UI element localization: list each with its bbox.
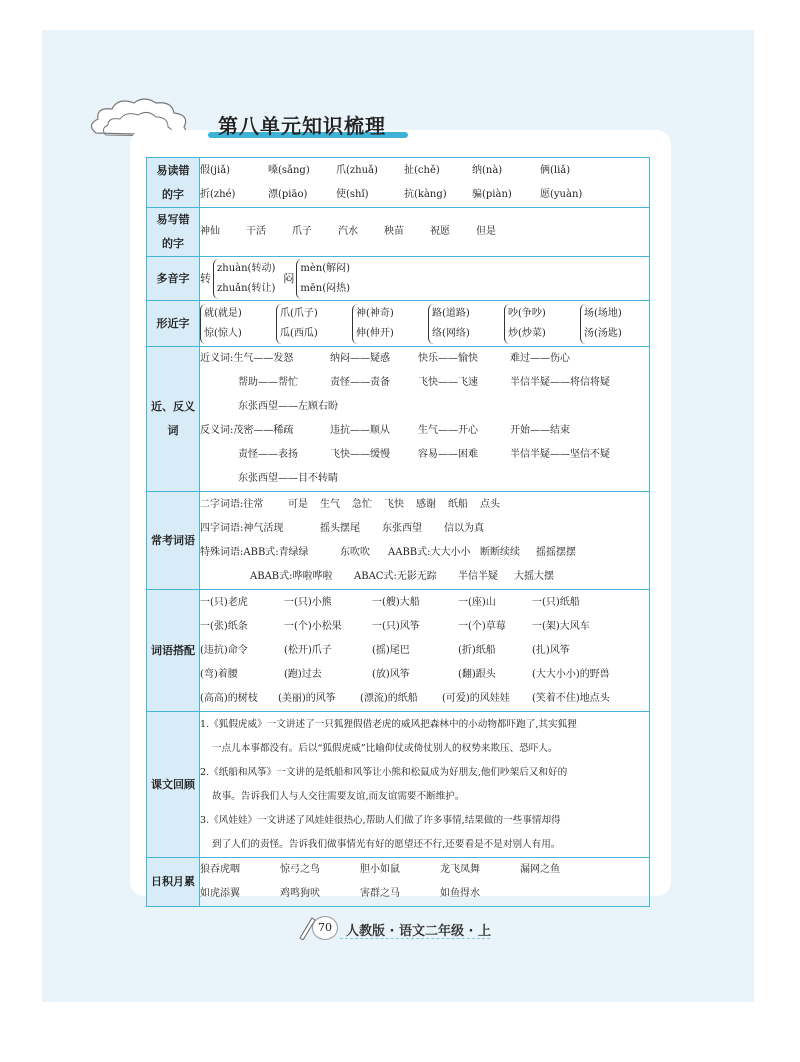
review-paragraph-line: 3.《风娃娃》一文讲述了风娃娃很热心,帮助人们做了许多事情,结果做的一些事情却得 bbox=[200, 814, 561, 826]
list-item: 折(zhé) bbox=[200, 188, 236, 200]
list-item: 纳闷——疑惑 bbox=[330, 353, 390, 364]
list-item: 害群之马 bbox=[360, 888, 400, 899]
section-label: 近、反义词 bbox=[151, 400, 195, 437]
list-row bbox=[200, 347, 649, 371]
list-item: 俩(liǎ) bbox=[540, 164, 571, 176]
list-item: 生气 bbox=[320, 498, 340, 510]
list-item: 汽水 bbox=[338, 226, 358, 237]
section-label: 易写错 bbox=[156, 213, 190, 226]
list-item: 感谢 bbox=[416, 498, 436, 510]
list-item: 半信半疑——将信将疑 bbox=[510, 377, 610, 388]
list-item: 点头 bbox=[480, 498, 500, 510]
list-row bbox=[200, 615, 649, 639]
list-item: 一(张)纸条 bbox=[200, 620, 248, 632]
section-collocations bbox=[147, 590, 650, 712]
list-item: (松开)爪子 bbox=[284, 644, 332, 656]
list-row bbox=[200, 220, 649, 244]
list-item: 如虎添翼 bbox=[200, 888, 240, 899]
list-row bbox=[200, 517, 649, 541]
list-row bbox=[200, 419, 649, 443]
list-item: 胆小如鼠 bbox=[360, 864, 400, 875]
section-label: 词语搭配 bbox=[151, 643, 195, 657]
list-item: (折)纸船 bbox=[458, 644, 496, 656]
polyphonic-group: 转 zhuàn(转动) zhuǎn(转让) bbox=[200, 259, 275, 299]
list-item: 难过——伤心 bbox=[510, 353, 570, 364]
list-row bbox=[200, 493, 649, 517]
list-item: 违抗——顺从 bbox=[330, 425, 390, 436]
list-item: 神仙 bbox=[200, 226, 220, 237]
list-item: 生气——开心 bbox=[418, 425, 478, 436]
publisher-label: 人教版 · 语文二年级 · 上 bbox=[346, 924, 491, 939]
section-similar-chars bbox=[147, 301, 650, 347]
section-easy-miswrite bbox=[147, 208, 650, 257]
list-item: 如鱼得水 bbox=[440, 888, 480, 899]
similar-pair: 就(就是) 惊(惊人) bbox=[200, 304, 268, 344]
list-item: 可是 bbox=[288, 498, 308, 510]
knowledge-table bbox=[146, 157, 650, 907]
list-item: 四字词语:神气活现 bbox=[200, 522, 284, 534]
list-item: 大摇大摆 bbox=[514, 570, 554, 582]
section-label: 多音字 bbox=[156, 271, 190, 285]
list-item: (高高)的树枝 bbox=[200, 692, 258, 704]
list-item: (可爱)的风娃娃 bbox=[442, 692, 510, 704]
list-item: 责怪——责备 bbox=[330, 377, 390, 388]
list-row bbox=[200, 663, 649, 687]
section-polyphonic bbox=[147, 257, 650, 301]
list-item: 爪子 bbox=[292, 226, 312, 237]
page-title: 第八单元知识梳理 bbox=[218, 114, 386, 138]
section-text-review bbox=[147, 712, 650, 858]
list-item: 责怪——表扬 bbox=[238, 449, 298, 460]
list-item: 摇摇摆摆 bbox=[536, 546, 576, 558]
list-row bbox=[200, 395, 649, 419]
list-item: 纸船 bbox=[448, 498, 468, 510]
page-number: 70 bbox=[312, 916, 338, 940]
list-row bbox=[200, 882, 649, 906]
list-item: (翻)跟头 bbox=[458, 668, 496, 680]
list-row bbox=[200, 858, 649, 882]
list-item: 飞快——飞速 bbox=[418, 377, 478, 388]
list-item: 漂(piāo) bbox=[268, 188, 308, 200]
list-item: 帮助——帮忙 bbox=[238, 377, 298, 388]
section-label: 的字 bbox=[162, 237, 184, 250]
list-item: (漂流)的纸船 bbox=[360, 692, 418, 704]
list-item: 一(只)纸船 bbox=[532, 596, 580, 608]
list-item: 一(只)风筝 bbox=[372, 620, 420, 632]
list-item: 一(座)山 bbox=[458, 596, 496, 608]
list-item: 半信半疑 bbox=[458, 570, 498, 582]
list-item: 一(艘)大船 bbox=[372, 596, 420, 608]
section-label: 常考词语 bbox=[151, 533, 195, 547]
list-item: 漏网之鱼 bbox=[520, 864, 560, 875]
list-item: (扎)风筝 bbox=[532, 644, 570, 656]
list-item: 东张西望——左顾右盼 bbox=[238, 401, 338, 412]
list-item: 快乐——愉快 bbox=[418, 353, 478, 364]
list-item: 使(shǐ) bbox=[336, 188, 369, 200]
list-item: 干活 bbox=[246, 226, 266, 237]
list-row bbox=[200, 183, 649, 207]
list-item: 一(个)草莓 bbox=[458, 620, 506, 632]
section-label: 形近字 bbox=[156, 316, 190, 330]
list-item: 东张西望 bbox=[382, 522, 422, 534]
list-item: 龙飞凤舞 bbox=[440, 864, 480, 875]
review-paragraph-line: 一点儿本事都没有。后以“狐假虎威”比喻仰仗或倚仗别人的权势来欺压、恐吓人。 bbox=[212, 742, 558, 754]
list-row bbox=[200, 591, 649, 615]
list-item: (摇)尾巴 bbox=[372, 644, 410, 656]
footer-underline bbox=[340, 938, 490, 939]
list-item: 信以为真 bbox=[444, 522, 484, 534]
section-easy-misread bbox=[147, 158, 650, 208]
list-item: 但是 bbox=[476, 226, 496, 237]
similar-pair: 路(道路) 络(网络) bbox=[428, 304, 496, 344]
list-item: 一(个)小松果 bbox=[284, 620, 342, 632]
list-row bbox=[200, 443, 649, 467]
review-paragraph-line: 2.《纸船和风筝》一文讲的是纸船和风筝让小熊和松鼠成为好朋友,他们吵架后又和好的 bbox=[200, 766, 568, 778]
list-row bbox=[200, 467, 649, 491]
list-item: ABAC式:无影无踪 bbox=[354, 570, 437, 582]
list-item: 抗(kàng) bbox=[404, 188, 447, 200]
section-daily-accumulation bbox=[147, 858, 650, 907]
list-item: 一(架)大风车 bbox=[532, 620, 590, 632]
review-paragraph-line: 1.《狐假虎威》一文讲述了一只狐狸假借老虎的威风把森林中的小动物都吓跑了,其实狐狸 bbox=[200, 718, 577, 730]
similar-pair: 爪(爪子) 瓜(西瓜) bbox=[276, 304, 344, 344]
list-item: 急忙 bbox=[352, 498, 372, 510]
list-item: 一(只)小熊 bbox=[284, 596, 332, 608]
similar-pair: 神(神奇) 伸(伸开) bbox=[352, 304, 420, 344]
list-item: 开始——结束 bbox=[510, 425, 570, 436]
list-item: 摇头摆尾 bbox=[320, 522, 360, 534]
list-row bbox=[200, 159, 649, 183]
list-item: 反义词:茂密——稀疏 bbox=[200, 425, 294, 436]
list-item: (弯)着腰 bbox=[200, 668, 238, 680]
list-item: 飞快——缓慢 bbox=[330, 449, 390, 460]
review-paragraph-line: 故事。告诉我们人与人交往需要友谊,而友谊需要不断维护。 bbox=[212, 790, 465, 802]
list-row bbox=[200, 639, 649, 663]
list-item: 纳(nà) bbox=[472, 164, 503, 176]
list-item: 秧苗 bbox=[384, 226, 404, 237]
list-item: (笑着不住)地点头 bbox=[532, 692, 610, 704]
list-item: 一(只)老虎 bbox=[200, 596, 248, 608]
list-row bbox=[200, 541, 649, 565]
section-label: 的字 bbox=[162, 187, 184, 201]
review-paragraph-line: 到了人们的责怪。告诉我们做事情光有好的愿望还不行,还要看是不是对别人有用。 bbox=[212, 838, 561, 850]
list-item: 鸡鸣狗吠 bbox=[280, 888, 320, 899]
list-item: 扯(chě) bbox=[404, 164, 440, 176]
list-item: (跑)过去 bbox=[284, 668, 322, 680]
similar-pair: 场(场地) 汤(汤匙) bbox=[580, 304, 648, 344]
section-common-words bbox=[147, 492, 650, 590]
list-item: (违抗)命令 bbox=[200, 644, 248, 656]
list-item: (放)风筝 bbox=[372, 668, 410, 680]
list-row bbox=[200, 565, 649, 589]
list-item: 嗓(sǎng) bbox=[268, 164, 310, 176]
list-item: 假(jiǎ) bbox=[200, 164, 231, 176]
list-row bbox=[200, 371, 649, 395]
similar-pair: 吵(争吵) 炒(炒菜) bbox=[504, 304, 572, 344]
list-item: 飞快 bbox=[384, 498, 404, 510]
list-item: 爪(zhuǎ) bbox=[336, 164, 378, 176]
section-label: 日积月累 bbox=[151, 875, 195, 888]
section-label: 课文回顾 bbox=[151, 777, 195, 791]
list-item: ABAB式:哗啦哗啦 bbox=[250, 570, 333, 582]
list-item: (大大小小)的野兽 bbox=[532, 668, 610, 680]
list-item: 东张西望——目不转睛 bbox=[238, 473, 338, 484]
list-item: 狼吞虎咽 bbox=[200, 864, 240, 875]
list-row bbox=[200, 687, 649, 711]
list-item: 愿(yuàn) bbox=[540, 188, 583, 200]
list-item: 半信半疑——坚信不疑 bbox=[510, 449, 610, 460]
list-item: 特殊词语:ABB式:青绿绿 bbox=[200, 546, 309, 558]
list-item: 容易——困难 bbox=[418, 449, 478, 460]
list-item: (美丽)的风筝 bbox=[278, 692, 336, 704]
section-synonyms-antonyms bbox=[147, 347, 650, 492]
list-item: 骗(piàn) bbox=[472, 188, 512, 200]
list-item: 东吹吹 bbox=[340, 546, 370, 558]
list-item: 祝愿 bbox=[430, 226, 450, 237]
list-item: 惊弓之鸟 bbox=[280, 864, 320, 875]
list-item: 二字词语:往常 bbox=[200, 498, 264, 510]
list-item: AABB式:大大小小 bbox=[388, 546, 471, 558]
list-item: 近义词:生气——发怒 bbox=[200, 353, 294, 364]
polyphonic-group: 闷 mèn(解闷) mēn(闷热) bbox=[283, 259, 350, 299]
section-label: 易读错 bbox=[156, 163, 190, 177]
list-item: 断断续续 bbox=[480, 546, 520, 558]
